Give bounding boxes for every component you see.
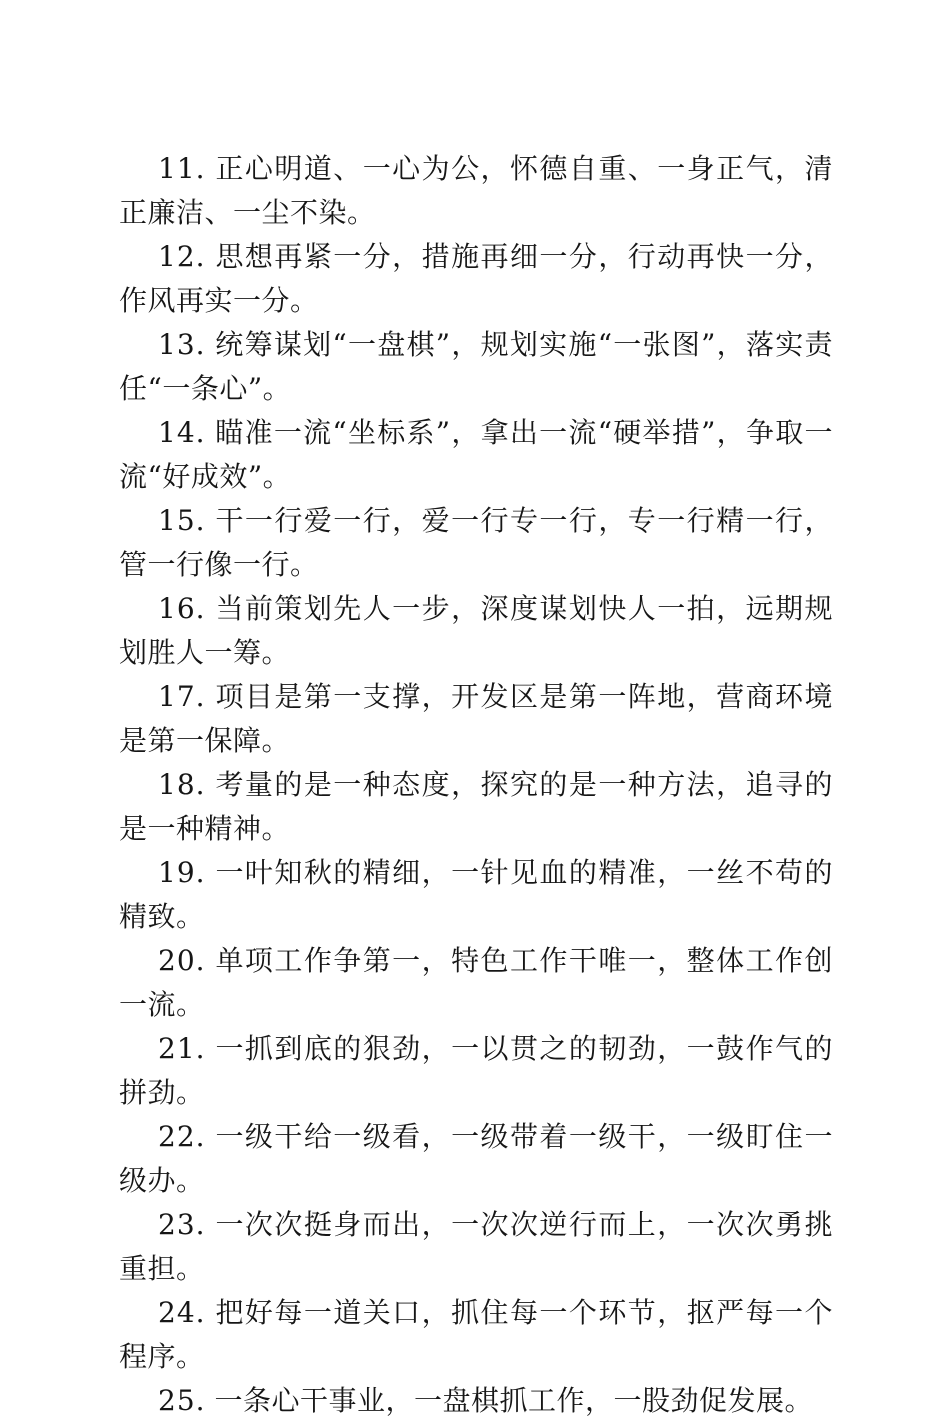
item-number: 23. <box>158 1208 206 1241</box>
item-text: 考量的是一种态度，探究的是一种方法，追寻的是一种精神。 <box>119 768 833 845</box>
item-text: 一次次挺身而出，一次次逆行而上，一次次勇挑重担。 <box>119 1208 833 1285</box>
item-number: 18. <box>158 768 206 801</box>
item-number: 17. <box>158 680 206 713</box>
list-item-19 <box>119 851 833 939</box>
item-number: 22. <box>158 1120 206 1153</box>
item-text: 正心明道、一心为公，怀德自重、一身正气，清正廉洁、一尘不染。 <box>119 152 833 229</box>
list-item-21 <box>119 1027 833 1115</box>
list-item-11 <box>119 147 833 235</box>
item-text: 一级干给一级看，一级带着一级干，一级盯住一级办。 <box>119 1120 833 1197</box>
item-text: 项目是第一支撑，开发区是第一阵地，营商环境是第一保障。 <box>119 680 833 757</box>
item-number: 16. <box>158 592 206 625</box>
item-number: 24. <box>158 1296 206 1329</box>
document-page <box>119 147 833 1423</box>
list-item-24 <box>119 1291 833 1379</box>
list-item-12 <box>119 235 833 323</box>
item-number: 21. <box>158 1032 206 1065</box>
list-item-25 <box>119 1379 833 1423</box>
item-text: 思想再紧一分，措施再细一分，行动再快一分，作风再实一分。 <box>119 240 833 317</box>
item-number: 25. <box>158 1384 206 1417</box>
item-text: 干一行爱一行，爱一行专一行，专一行精一行，管一行像一行。 <box>119 504 833 581</box>
list-item-20 <box>119 939 833 1027</box>
item-number: 14. <box>158 416 206 449</box>
list-item-17 <box>119 675 833 763</box>
item-text: 当前策划先人一步，深度谋划快人一拍，远期规划胜人一筹。 <box>119 592 833 669</box>
item-number: 15. <box>158 504 206 537</box>
item-number: 13. <box>158 328 206 361</box>
list-item-23 <box>119 1203 833 1291</box>
list-item-22 <box>119 1115 833 1203</box>
item-text: 单项工作争第一，特色工作干唯一，整体工作创一流。 <box>119 944 833 1021</box>
item-number: 20. <box>158 944 206 977</box>
item-number: 12. <box>158 240 206 273</box>
list-item-16 <box>119 587 833 675</box>
item-text: 瞄准一流“坐标系”，拿出一流“硬举措”，争取一流“好成效”。 <box>119 416 833 493</box>
list-item-14 <box>119 411 833 499</box>
item-text: 一叶知秋的精细，一针见血的精准，一丝不苟的精致。 <box>119 856 833 933</box>
item-text: 统筹谋划“一盘棋”，规划实施“一张图”，落实责任“一条心”。 <box>119 328 833 405</box>
list-item-15 <box>119 499 833 587</box>
list-item-13 <box>119 323 833 411</box>
item-text: 把好每一道关口，抓住每一个环节，抠严每一个程序。 <box>119 1296 833 1373</box>
item-text: 一条心干事业，一盘棋抓工作，一股劲促发展。 <box>214 1384 814 1417</box>
item-text: 一抓到底的狠劲，一以贯之的韧劲，一鼓作气的拼劲。 <box>119 1032 833 1109</box>
item-number: 11. <box>158 152 206 185</box>
item-number: 19. <box>158 856 206 889</box>
list-item-18 <box>119 763 833 851</box>
